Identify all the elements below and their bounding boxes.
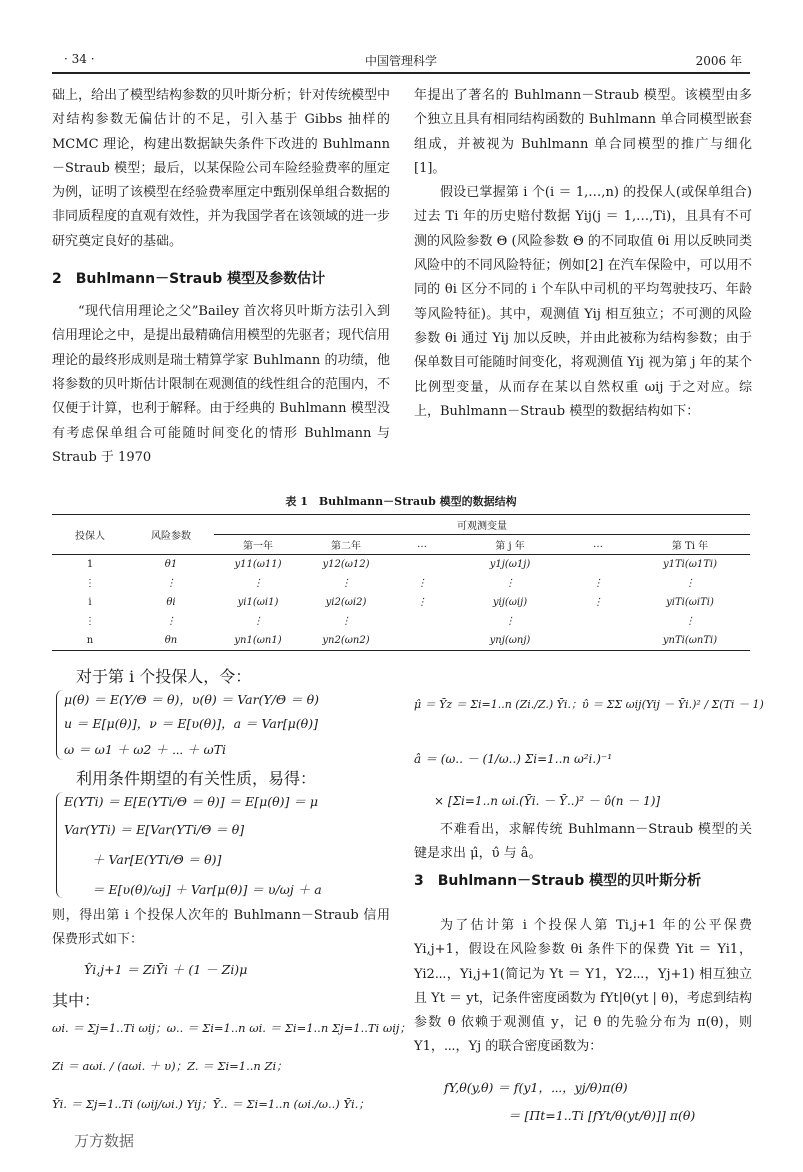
definition-intro: 对于第 i 个投保人，令： [76, 667, 252, 686]
table-cell: yij(ωij) [492, 597, 528, 608]
paragraph: “现代信用理论之父”Bailey 首次将贝叶斯方法引入到信用理论之中，是提出最精确信用模型的先驱者；现代信用理论的最终形成则是瑞士精算学家 Buhlmann 的功绩，他将参数的贝叶斯估计限制在观测值的线性组合的范围内，不仅便于计算，也利于解释。由于经典的 Buhlmann 模型没有考虑保单组合可能随时间变化的情形 Buhlmann 与 Straub 于 1970 [52, 304, 391, 465]
table-cell: 1 [86, 559, 94, 570]
col-header-year: 第 Ti 年 [630, 535, 750, 555]
equation: fY,θ(y,θ) ＝ f(y1，⋯，yj/θ)π(θ) [444, 1080, 628, 1095]
table-cell: y12(ω12) [322, 559, 370, 570]
equation: μ̂ ＝ Ȳz ＝ Σi=1..n (Zi./Z.) Ȳi.；υ̂ ＝ ΣΣ ωij(Yij － Ȳi.)² / Σ(Ti － 1) [414, 698, 764, 711]
equation: μ(θ) ＝ E(Y/Θ ＝ θ)，υ(θ) ＝ Var(Y/Θ ＝ θ) [64, 692, 319, 707]
paragraph: 年提出了著名的 Buhlmann－Straub 模型。该模型由多个独立且具有相同结构函数的 Buhlmann 单合同模型嵌套组成，并被视为 Buhlmann 单合同模型的推广与细化[1]。 [414, 88, 752, 176]
brace [56, 690, 63, 760]
table-cell: ⋮ [417, 597, 427, 608]
table-cell: ⋮ [85, 616, 95, 627]
paragraph: 假设已掌握第 i 个(i ＝ 1,…,n) 的投保人(或保单组合) 过去 Ti 年的历史赔付数据 Yij(j ＝ 1,…,Ti)，且具有不可测的风险参数 Θ (风险参数 Θ 的不同取值 θi 用以反映同类风险中的不同风险特征；例如[2] 在汽车保险中，可以用不同的 θi 区分不同的 i 个车队中司机的平均驾驶技巧、年龄等风险特征)。其中，观测值 Yij 相互独立；不可测的风险参数 θi 通过 Yij 加以反映，并由此被称为结构参数；由于保单数目可能随时间变化，将观测值 Yij 视为第 j 年的某个比例型变量，从而存在某以自然权重 ωij 于之对应。综上，Buhlmann－Straub 模型的数据结构如下： [414, 185, 752, 419]
header-rule [52, 72, 750, 74]
left-column [52, 84, 390, 470]
section-heading: 3 Buhlmann－Straub 模型的贝叶斯分析 [414, 873, 702, 889]
equation: Var(YTi) ＝ E[Var(YTi/Θ ＝ θ] [64, 822, 245, 837]
table-cell: ⋮ [253, 578, 263, 589]
journal-year: 2006 年 [695, 54, 742, 68]
equation: ωi. ＝ Σj=1..Ti ωij；ω.. ＝ Σi=1..n ωi. ＝ Σi=1..n Σj=1..Ti ωij； [52, 1021, 411, 1035]
table-cell: yn1(ωn1) [214, 631, 302, 651]
table-cell: ⋮ [85, 578, 95, 589]
equation: â ＝ (ω.. － (1/ω..) Σi=1..n ω²i.)⁻¹ [414, 752, 613, 766]
page-header [52, 50, 750, 72]
text-line: 利用条件期望的有关性质，易得： [76, 769, 317, 788]
page-number: · 34 · [64, 52, 95, 66]
table-cell: ⋮ [685, 616, 695, 627]
section-heading: 2 Buhlmann－Straub 模型及参数估计 [52, 271, 326, 288]
table-cell: ynj(ωnj) [454, 631, 566, 651]
paragraph: 为了估计第 i 个投保人第 Ti,j+1 年的公平保费 Yi,j+1，假设在风险参数 θi 条件下的保费 Yit ＝ Yi1，Yi2⋯，Yi,j+1(简记为 Yt ＝ Y1，Y2⋯，Yj+1) 相互独立且 Yt ＝ yt，记条件密度函数为 fYt|θ(yt | θ)，考虑到结构参数 θ 依赖于观测值 y，记 θ 的先验分布为 π(θ)，则 Y1，⋯，Yj 的联合密度函数为： [414, 918, 752, 1055]
table-cell [390, 612, 454, 631]
table-cell: yi1(ωi1) [237, 597, 279, 608]
table-cell [566, 555, 630, 575]
equation: E(YTi) ＝ E[E(YTi/Θ ＝ θ)] ＝ E[μ(θ)] ＝ μ [64, 794, 318, 809]
table-cell [566, 612, 630, 631]
watermark-text: 万方数据 [74, 1132, 135, 1150]
table-cell: y1Ti(ω1Ti) [662, 559, 718, 570]
col-header-year: 第 j 年 [454, 535, 566, 555]
table-cell: ⋮ [253, 616, 263, 627]
col-header-risk-param: 风险参数 [128, 515, 214, 555]
table-cell: θi [166, 597, 176, 608]
col-header-year: … [566, 535, 630, 555]
equation: ＋ Var[E(YTi/Θ ＝ θ)] [92, 852, 222, 867]
equation: Zi ＝ aωi. / (aωi. ＋ υ)；Z. ＝ Σi=1..n Zi； [52, 1059, 288, 1073]
paragraph: 不难看出，求解传统 Buhlmann－Straub 模型的关键是求出 μ̂，υ̂ 与 â。 [414, 822, 752, 862]
table-row [52, 631, 750, 651]
table-row [52, 574, 750, 593]
text-line: 其中： [52, 991, 101, 1010]
table-cell: θ1 [164, 559, 178, 570]
col-header-year: 第一年 [214, 535, 302, 555]
table-cell [566, 631, 630, 651]
table-cell: ⋮ [417, 578, 427, 589]
table-cell: ⋮ [341, 616, 351, 627]
table-cell: yi2(ωi2) [325, 597, 367, 608]
table-cell: ⋮ [593, 578, 603, 589]
table-cell: ynTi(ωnTi) [630, 631, 750, 651]
table-row [52, 612, 750, 631]
table-cell [390, 631, 454, 651]
table-cell: n [52, 631, 128, 651]
data-structure-table [52, 514, 750, 651]
table-cell: ⋮ [166, 578, 176, 589]
equation: u ＝ E[μ(θ)]，ν ＝ E[υ(θ)]，a ＝ Var[μ(θ)] [64, 716, 318, 731]
table-caption: 表 1 Buhlmann－Straub 模型的数据结构 [285, 495, 517, 508]
table-cell [390, 555, 454, 575]
right-column [414, 84, 752, 424]
table-cell: ⋮ [593, 597, 603, 608]
table-row [52, 593, 750, 612]
table-cell: yiTi(ωiTi) [666, 597, 714, 608]
equation: × [Σi=1..n ωi.(Ȳi. － Ȳ..)² － υ̂(n － 1)] [434, 794, 661, 808]
equation: ＝ [Πt=1..Ti [fYt/θ(yt/θ)]] π(θ) [508, 1108, 696, 1123]
table-cell: ⋮ [505, 578, 515, 589]
col-header-observable: 可观测变量 [214, 515, 750, 535]
table-cell: yn2(ωn2) [302, 631, 390, 651]
journal-title: 中国管理科学 [364, 54, 437, 68]
equation: Ȳi. ＝ Σj=1..Ti (ωij/ωi.) Yij；Ȳ.. ＝ Σi=1..n (ωi./ω..) Ȳi.； [52, 1097, 370, 1111]
table-cell: y11(ω11) [234, 559, 282, 570]
brace [56, 792, 63, 898]
table-cell: i [88, 597, 92, 608]
table-cell: ⋮ [341, 578, 351, 589]
table-cell: ⋮ [166, 616, 176, 627]
equation: ω ＝ ω1 ＋ ω2 ＋ ⋯ ＋ ωTi [64, 742, 227, 757]
col-header-policyholder: 投保人 [52, 515, 128, 555]
table-cell: y1j(ω1j) [489, 559, 531, 570]
paragraph: 则，得出第 i 个投保人次年的 Buhlmann－Straub 信用保费形式如下： [52, 908, 390, 948]
col-header-year: … [390, 535, 454, 555]
col-header-year: 第二年 [302, 535, 390, 555]
table-cell: θn [128, 631, 214, 651]
equation: Ŷi,j+1 ＝ ZiȲi ＋ (1 － Zi)μ [84, 962, 248, 977]
table-cell: ⋮ [505, 616, 515, 627]
table-cell: ⋮ [685, 578, 695, 589]
equation: ＝ E[υ(θ)/ωj] ＋ Var[μ(θ)] ＝ υ/ωj ＋ a [92, 882, 322, 897]
paragraph: 础上，给出了模型结构参数的贝叶斯分析；针对传统模型中对结构参数无偏估计的不足，引入基于 Gibbs 抽样的 MCMC 理论，构建出数据缺失条件下改进的 Buhlmann－Straub 模型；最后，以某保险公司车险经验费率的厘定为例，证明了该模型在经验费率厘定中甄别保单组合数据的非同质程度的直观有效性，并为我国学者在该领域的进一步研究奠定良好的基础。 [52, 88, 391, 249]
table-row [52, 555, 750, 575]
